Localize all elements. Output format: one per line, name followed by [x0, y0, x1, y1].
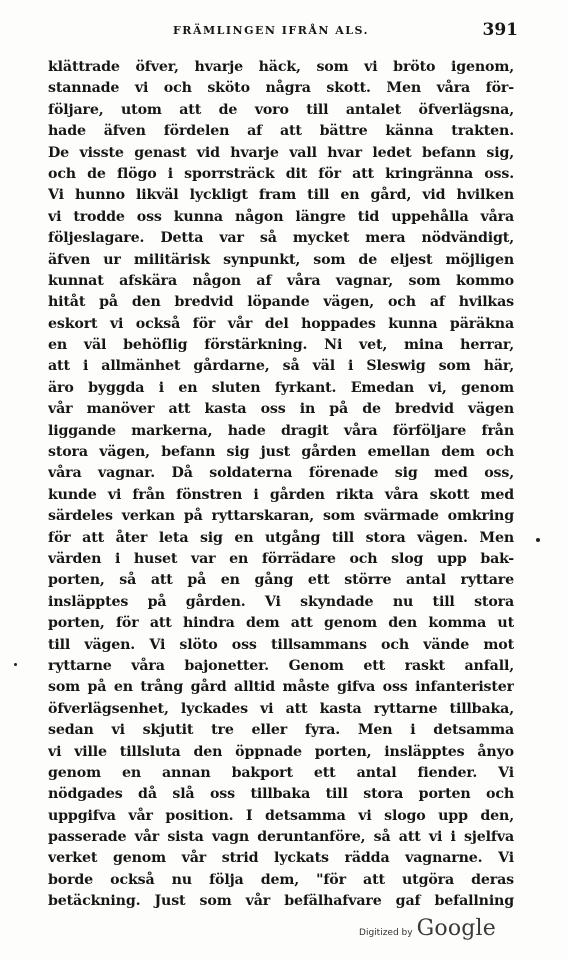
text-line: De visste genast vid hvarje vall hvar ledet befann sig,: [48, 144, 514, 161]
text-line: hitåt på den bredvid löpande vägen, och af hvilkas: [48, 294, 514, 311]
text-line: vår manöver att kasta oss in på de bredvid vägen: [48, 401, 514, 418]
text-line: följare, utom att de voro till antalet öfverlägsna,: [48, 101, 514, 118]
text-line: porten, så att på en gång ett större antal ryttare: [48, 572, 514, 589]
text-line: betäckning. Just som vår befälhafvare gaf befallning: [48, 893, 514, 910]
text-line: som på en trång gård alltid måste gifva oss infanterister: [48, 679, 514, 696]
text-line: stora vägen, befann sig just gården emellan dem och: [48, 444, 514, 461]
text-line: nödgades då slå oss tillbaka till stora porten och: [48, 786, 514, 803]
ink-speck: [14, 663, 17, 666]
text-line: verket genom vår strid lyckats rädda vagnarne. Vi: [48, 850, 514, 867]
text-line: ryttarne våra bajonetter. Genom ett raskt anfall,: [48, 657, 514, 674]
running-head: [48, 22, 518, 42]
page-number: 391: [482, 20, 518, 40]
body-text: [48, 57, 514, 913]
text-line: våra vagnar. Då soldaterna förenade sig med oss,: [48, 465, 514, 482]
digitized-label: Digitized by: [359, 928, 413, 938]
text-line: uppgifva vår position. I detsamma vi slogo upp den,: [48, 807, 514, 824]
text-line: stannade vi och sköto några skott. Men våra för-: [48, 80, 514, 97]
text-line: äro byggda i en sluten fyrkant. Emedan vi, genom: [48, 379, 514, 396]
text-line: vi trodde oss kunna någon längre tid uppehålla våra: [48, 208, 514, 225]
text-line: borde också nu följa dem, "för att utgöra deras: [48, 871, 514, 888]
text-line: Vi hunno likväl lyckligt fram till en gård, vid hvilken: [48, 187, 514, 204]
text-line: värden i huset var en förrädare och slog upp bak-: [48, 550, 514, 567]
google-logo: Google: [416, 916, 496, 941]
text-line: liggande markerna, hade dragit våra förföljare från: [48, 422, 514, 439]
text-line: porten, för att hindra dem att genom den komma ut: [48, 615, 514, 632]
text-line: öfverlägsenhet, lyckades vi att kasta ryttarne tillbaka,: [48, 700, 514, 717]
text-line: eskort vi också för vår del hoppades kunna päräkna: [48, 315, 514, 332]
text-line: vi ville tillsluta den öppnade porten, insläpptes ånyo: [48, 743, 514, 760]
text-line: insläpptes på gården. Vi skyndade nu till stora: [48, 593, 514, 610]
text-line: kunde vi från fönstren i gården rikta våra skott med: [48, 486, 514, 503]
text-line: och de flögo i sporrsträck dit för att kringränna oss.: [48, 165, 514, 182]
text-line: för att åter leta sig en utgång till stora vägen. Men: [48, 529, 514, 546]
text-line: klättrade öfver, hvarje häck, som vi bröto igenom,: [48, 59, 514, 75]
text-line: till vägen. Vi slöto oss tillsammans och vände mot: [48, 636, 514, 653]
text-line: en väl behöflig förstärkning. Ni vet, mina herrar,: [48, 337, 514, 354]
digitization-watermark: [359, 916, 496, 941]
text-line: genom en annan bakport ett antal fiender. Vi: [48, 764, 514, 781]
running-title: FRÄMLINGEN IFRÅN ALS.: [173, 24, 369, 37]
ink-speck: [536, 538, 540, 542]
text-line: passerade vår sista vagn deruntanföre, så att vi i sjelfva: [48, 829, 514, 846]
text-line: kunnat afskära någon af våra vagnar, som kommo: [48, 272, 514, 289]
text-line: särdeles verkan på ryttarskaran, som svärmade omkring: [48, 508, 514, 525]
text-line: äfven ur militärisk synpunkt, som de eljest möjligen: [48, 251, 514, 268]
text-line: sedan vi skjutit tre eller fyra. Men i detsamma: [48, 722, 514, 739]
text-line: följeslagare. Detta var så mycket mera nödvändigt,: [48, 230, 514, 247]
text-line: att i allmänhet gårdarne, så väl i Sleswig som här,: [48, 358, 514, 375]
text-line: hade äfven fördelen af att bättre känna trakten.: [48, 123, 514, 140]
